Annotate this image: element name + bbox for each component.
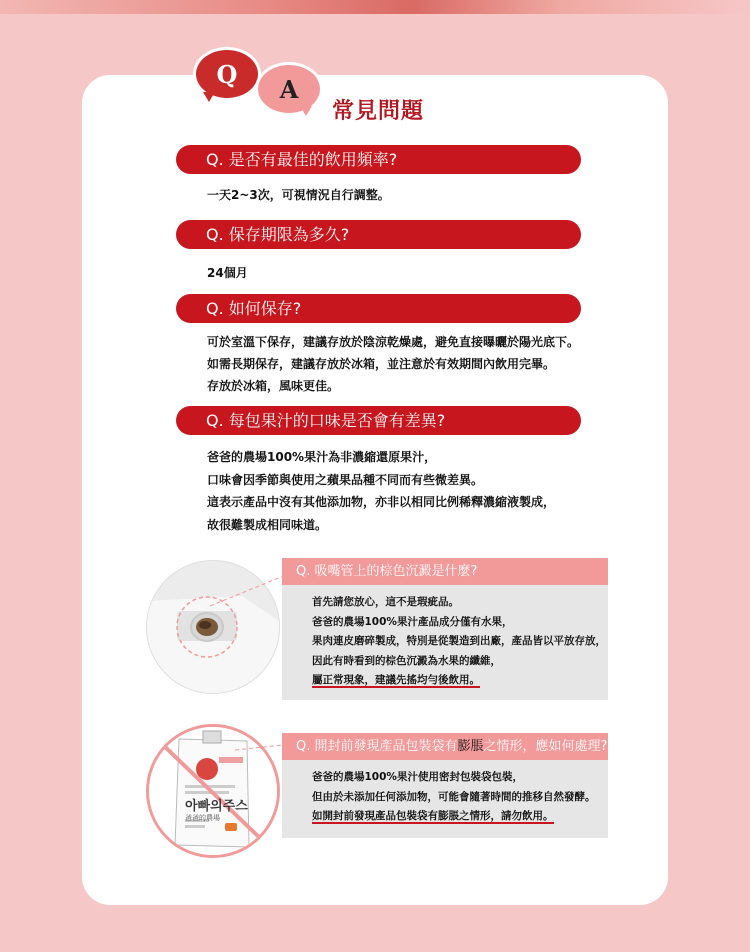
box-question-part: 之情形，應如何處理? (483, 739, 608, 754)
q-badge: Q (193, 47, 261, 101)
faq-question-1: Q. 是否有最佳的飲用頻率? (176, 145, 581, 174)
faq-question-4: Q. 每包果汁的口味是否會有差異? (176, 406, 581, 435)
answer-emphasis: 屬正常現象， (312, 674, 375, 686)
box-answer (282, 760, 608, 827)
box-question-highlight: 膨脹 (457, 739, 484, 754)
answer-line: 果肉連皮磨碎製成，特別是從製造到出廠，產品皆以平放存放， (312, 635, 606, 647)
q-badge-tail (203, 92, 215, 102)
page-title: 常見問題 (332, 99, 425, 124)
answer-emphasis: 如開封前發現產品包裝袋有膨脹之情形， (312, 810, 501, 822)
box-answer (282, 585, 608, 691)
box-question (282, 733, 608, 760)
answer-line: 但由於未添加任何添加物，可能會隨著時間的推移自然發酵。 (312, 790, 596, 803)
answer-line: 因此有時看到的棕色沉澱為水果的纖維， (312, 654, 501, 667)
pouch-sub: 爸爸的農場 (185, 814, 220, 822)
answer-line: 爸爸的農場100%果汁為非濃縮還原果汁， (207, 450, 437, 464)
answer-emphasis: 建議先搖均勻後飲用。 (375, 674, 480, 686)
box-question: Q. 吸嘴管上的棕色沉澱是什麼? (282, 558, 608, 585)
faq-answer-2 (207, 262, 248, 284)
answer-line: 24個月 (207, 266, 248, 280)
a-badge-tail (300, 106, 312, 116)
answer-line: 首先請您放心，這不是瑕疵品。 (312, 596, 459, 608)
answer-line: 口味會因季節與使用之蘋果品種不同而有些微差異。 (207, 472, 484, 487)
faq-question-2: Q. 保存期限為多久? (176, 220, 581, 249)
answer-line: 可於室溫下保存，建議存放於陰涼乾燥處，避免直接曝曬於陽光底下。 (207, 335, 580, 349)
answer-line: 一天2~3次，可視情況自行調整。 (207, 188, 390, 202)
faq-question-3: Q. 如何保存? (176, 294, 581, 323)
pouch-brand: 아빠의주스 (185, 799, 248, 814)
faq-answer-1 (207, 184, 390, 206)
answer-line: 如需長期保存，建議存放於冰箱，並注意於有效期間內飲用完畢。 (207, 357, 556, 371)
a-badge: A (255, 62, 323, 116)
top-photo-strip (0, 0, 750, 14)
answer-line: 故很難製成相同味道。 (207, 517, 328, 532)
faq-answer-4 (207, 446, 555, 536)
info-box-straw (282, 558, 608, 700)
answer-line: 這表示產品中沒有其他添加物，亦非以相同比例稀釋濃縮液製成， (207, 495, 556, 509)
faq-answer-3 (207, 331, 579, 397)
answer-emphasis: 請勿飲用。 (501, 810, 554, 822)
info-box-swelling (282, 733, 608, 838)
box-question-part: Q. 開封前發現產品包裝袋有 (296, 739, 458, 754)
answer-line: 爸爸的農場100%果汁產品成分僅有水果， (312, 615, 513, 628)
answer-line: 存放於冰箱，風味更佳。 (207, 379, 340, 393)
answer-line: 爸爸的農場100%果汁使用密封包裝袋包裝， (312, 771, 523, 783)
